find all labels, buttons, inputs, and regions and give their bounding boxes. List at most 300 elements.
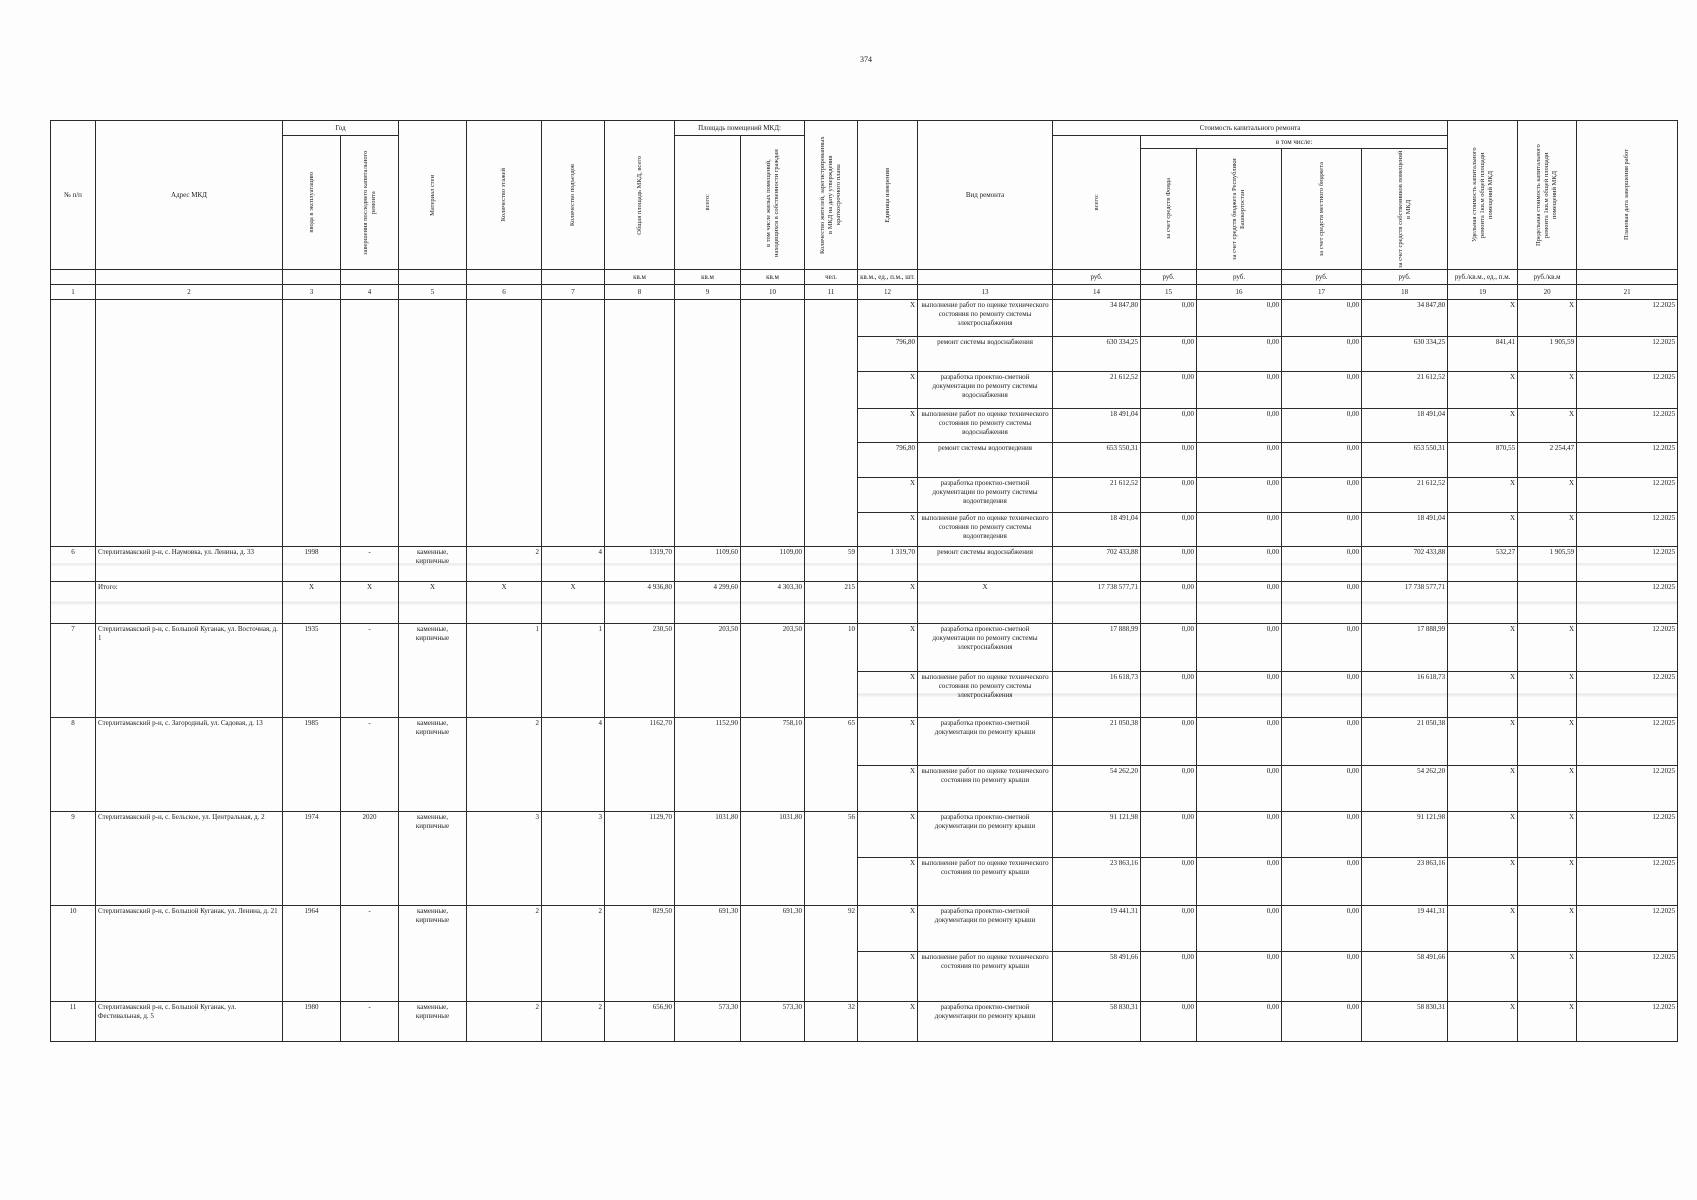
cell-cost-owners: 21 050,38 — [1362, 718, 1448, 766]
cell-entrances: X — [542, 582, 605, 624]
cell-cost-fund: 0,00 — [1141, 372, 1197, 409]
cell-max-cost — [1518, 582, 1577, 624]
cell-date: 12.2025 — [1577, 547, 1678, 582]
column-number: 6 — [467, 285, 542, 300]
cell-continued — [283, 300, 341, 547]
cell-cost-local: 0,00 — [1282, 300, 1362, 337]
cell-cost-local: 0,00 — [1282, 858, 1362, 906]
cell-cost-owners: 630 334,25 — [1362, 337, 1448, 372]
cell-quantity: X — [858, 672, 918, 718]
cell-cost-total: 630 334,25 — [1053, 337, 1141, 372]
cell-premises-total: 1031,80 — [675, 812, 741, 906]
cell-date: 12.2025 — [1577, 478, 1678, 513]
table-row — [51, 547, 1678, 582]
cell-quantity: X — [858, 478, 918, 513]
cell-repair-type: разработка проектно-сметной документации по ремонту крыши — [918, 718, 1053, 766]
cell-cost-local: 0,00 — [1282, 337, 1362, 372]
cell-cost-fund: 0,00 — [1141, 513, 1197, 547]
cell-repair-type: выполнение работ по оценке технического состояния по ремонту системы водоснабжения — [918, 409, 1053, 443]
header-material: Материал стен — [399, 121, 467, 270]
cell-cost-owners: 702 433,88 — [1362, 547, 1448, 582]
cell-repair-type: ремонт системы водоснабжения — [918, 337, 1053, 372]
column-number: 1 — [51, 285, 96, 300]
column-number: 17 — [1282, 285, 1362, 300]
cell-continued — [675, 300, 741, 547]
cell-quantity: 1 319,70 — [858, 547, 918, 582]
cell-date: 12.2025 — [1577, 952, 1678, 1002]
cell-cost-fund: 0,00 — [1141, 300, 1197, 337]
cell-total-area: 1319,70 — [605, 547, 675, 582]
cell-cost-republic: 0,00 — [1197, 952, 1282, 1002]
cell-max-cost: X — [1518, 672, 1577, 718]
cell-cost-republic: 0,00 — [1197, 409, 1282, 443]
cell-max-cost: X — [1518, 812, 1577, 858]
cell-cost-local: 0,00 — [1282, 624, 1362, 672]
cell-cost-owners: 91 121,98 — [1362, 812, 1448, 858]
cell-max-cost: X — [1518, 300, 1577, 337]
cell-max-cost: X — [1518, 624, 1577, 672]
cell-residents: 10 — [805, 624, 858, 718]
cell-unit-cost — [1448, 582, 1518, 624]
cell-date: 12.2025 — [1577, 858, 1678, 906]
header-fund: за счет средств Фонда — [1141, 149, 1197, 270]
column-numbers-row — [51, 285, 1678, 300]
cell-address: Стерлитамакский р-н, с. Наумовка, ул. Ленина, д. 33 — [96, 547, 283, 582]
cell-cost-owners: 21 612,52 — [1362, 478, 1448, 513]
cell-unit-cost: X — [1448, 858, 1518, 906]
cell-cost-republic: 0,00 — [1197, 337, 1282, 372]
cell-cost-total: 23 863,16 — [1053, 858, 1141, 906]
cell-repair-type: разработка проектно-сметной документации по ремонту системы водоотведения — [918, 478, 1053, 513]
cell-unit-cost: X — [1448, 952, 1518, 1002]
header-total-area: Общая площадь МКД, всего — [605, 121, 675, 270]
cell-cost-republic: 0,00 — [1197, 672, 1282, 718]
cell-quantity: X — [858, 624, 918, 672]
cell-max-cost: X — [1518, 372, 1577, 409]
cell-continued — [96, 300, 283, 547]
cell-cost-total: 18 491,04 — [1053, 513, 1141, 547]
cell-cost-fund: 0,00 — [1141, 478, 1197, 513]
cell-repair-type: выполнение работ по оценке технического состояния по ремонту крыши — [918, 952, 1053, 1002]
header-num: № п/п — [51, 121, 96, 270]
cell-residents: 56 — [805, 812, 858, 906]
cell-quantity: X — [858, 858, 918, 906]
cell-repair-type: ремонт системы водоснабжения — [918, 547, 1053, 582]
cell-cost-total: 653 550,31 — [1053, 443, 1141, 478]
cell-material: каменные, кирпичные — [399, 906, 467, 1002]
cell-premises-total: 1109,60 — [675, 547, 741, 582]
cell-cost-local: 0,00 — [1282, 372, 1362, 409]
cell-unit-cost: X — [1448, 766, 1518, 812]
cell-cost-total: 16 618,73 — [1053, 672, 1141, 718]
cell-year-last-repair: X — [341, 582, 399, 624]
cell-cost-total: 91 121,98 — [1053, 812, 1141, 858]
cell-continued — [542, 300, 605, 547]
cell-unit-cost: X — [1448, 624, 1518, 672]
cell-date: 12.2025 — [1577, 766, 1678, 812]
cell-cost-owners: 18 491,04 — [1362, 409, 1448, 443]
cell-cost-fund: 0,00 — [1141, 624, 1197, 672]
table-row — [51, 1002, 1678, 1042]
cell-address: Стерлитамакский р-н, с. Бельское, ул. Центральная, д. 2 — [96, 812, 283, 906]
cell-continued — [741, 300, 805, 547]
cell-year-commission: 1964 — [283, 906, 341, 1002]
cell-entrances: 2 — [542, 906, 605, 1002]
table-row — [51, 718, 1678, 766]
cell-max-cost: X — [1518, 858, 1577, 906]
header-floors: Количество этажей — [467, 121, 542, 270]
cell-residents: 32 — [805, 1002, 858, 1042]
cell-residents: 215 — [805, 582, 858, 624]
cell-total-area: 1162,70 — [605, 718, 675, 812]
cell-unit-cost: X — [1448, 672, 1518, 718]
table-row — [51, 906, 1678, 952]
column-number: 19 — [1448, 285, 1518, 300]
cell-year-commission: 1974 — [283, 812, 341, 906]
cell-floors: 2 — [467, 718, 542, 812]
column-number: 10 — [741, 285, 805, 300]
cell-date: 12.2025 — [1577, 443, 1678, 478]
cell-entrances: 1 — [542, 624, 605, 718]
cell-cost-owners: 54 262,20 — [1362, 766, 1448, 812]
cell-premises-total: 203,50 — [675, 624, 741, 718]
cell-cost-owners: 34 847,80 — [1362, 300, 1448, 337]
cell-max-cost: X — [1518, 766, 1577, 812]
cell-cost-local: 0,00 — [1282, 672, 1362, 718]
cell-date: 12.2025 — [1577, 582, 1678, 624]
cell-premises-total: 573,30 — [675, 1002, 741, 1042]
total-row — [51, 582, 1678, 624]
table-body — [51, 300, 1678, 1042]
cell-residents: 65 — [805, 718, 858, 812]
header-owners: за счет средств собственников помещений в МКД — [1362, 149, 1448, 270]
cell-residents: 59 — [805, 547, 858, 582]
column-number: 9 — [675, 285, 741, 300]
cell-year-last-repair: - — [341, 547, 399, 582]
cell-max-cost: X — [1518, 952, 1577, 1002]
cell-total-area: 829,50 — [605, 906, 675, 1002]
cell-cost-fund: 0,00 — [1141, 718, 1197, 766]
cell-floors: 3 — [467, 812, 542, 906]
cell-address: Стерлитамакский р-н, с. Загородный, ул. Садовая, д. 13 — [96, 718, 283, 812]
cell-cost-total: 21 050,38 — [1053, 718, 1141, 766]
cell-unit-cost: X — [1448, 478, 1518, 513]
cell-date: 12.2025 — [1577, 812, 1678, 858]
cell-cost-fund: 0,00 — [1141, 812, 1197, 858]
cell-premises-total: 4 299,60 — [675, 582, 741, 624]
cell-unit-cost: 532,27 — [1448, 547, 1518, 582]
cell-continued — [467, 300, 542, 547]
cell-quantity: X — [858, 300, 918, 337]
cell-repair-type: разработка проектно-сметной документации по ремонту системы электроснабжения — [918, 624, 1053, 672]
table-row — [51, 812, 1678, 858]
cell-year-commission: 1935 — [283, 624, 341, 718]
cell-cost-owners: 58 830,31 — [1362, 1002, 1448, 1042]
cell-date: 12.2025 — [1577, 906, 1678, 952]
cell-cost-fund: 0,00 — [1141, 906, 1197, 952]
cell-unit-cost: X — [1448, 300, 1518, 337]
cell-cost-republic: 0,00 — [1197, 443, 1282, 478]
header-republic: за счет средств бюджета Республики Башкортостан — [1197, 149, 1282, 270]
cell-unit-cost: X — [1448, 372, 1518, 409]
cell-premises-fee: 691,30 — [741, 906, 805, 1002]
cell-num: 10 — [51, 906, 96, 1002]
column-number: 13 — [918, 285, 1053, 300]
cell-repair-type: разработка проектно-сметной документации по ремонту крыши — [918, 906, 1053, 952]
cell-date: 12.2025 — [1577, 672, 1678, 718]
header-entrances: Количество подъездов — [542, 121, 605, 270]
cell-quantity: X — [858, 513, 918, 547]
cell-num: 7 — [51, 624, 96, 718]
header-including: в том числе: — [1141, 136, 1448, 149]
header-premises-fee: в том числе жилых помещений, находящихся в собственности граждан — [741, 136, 805, 270]
cell-cost-owners: 58 491,66 — [1362, 952, 1448, 1002]
cell-cost-republic: 0,00 — [1197, 624, 1282, 672]
cell-cost-owners: 653 550,31 — [1362, 443, 1448, 478]
cell-floors: X — [467, 582, 542, 624]
cell-cost-local: 0,00 — [1282, 582, 1362, 624]
cell-repair-type: ремонт системы водоотведения — [918, 443, 1053, 478]
cell-date: 12.2025 — [1577, 1002, 1678, 1042]
cell-entrances: 4 — [542, 718, 605, 812]
cell-floors: 2 — [467, 906, 542, 1002]
cell-cost-total: 21 612,52 — [1053, 372, 1141, 409]
cell-date: 12.2025 — [1577, 372, 1678, 409]
cell-repair-type: выполнение работ по оценке технического состояния по ремонту системы электроснабжения — [918, 300, 1053, 337]
cell-cost-republic: 0,00 — [1197, 812, 1282, 858]
cell-max-cost: X — [1518, 513, 1577, 547]
cell-premises-total: 691,30 — [675, 906, 741, 1002]
cell-year-last-repair: - — [341, 624, 399, 718]
cell-cost-fund: 0,00 — [1141, 766, 1197, 812]
cell-unit-cost: 841,41 — [1448, 337, 1518, 372]
cell-cost-total: 54 262,20 — [1053, 766, 1141, 812]
table-row — [51, 624, 1678, 672]
cell-material: каменные, кирпичные — [399, 1002, 467, 1042]
cell-total-area: 4 936,80 — [605, 582, 675, 624]
cell-unit-cost: X — [1448, 409, 1518, 443]
header-unit: Единица измерения — [858, 121, 918, 270]
cell-year-last-repair: - — [341, 906, 399, 1002]
header-repair-type: Вид ремонта — [918, 121, 1053, 270]
cell-premises-fee: 1109,00 — [741, 547, 805, 582]
cell-repair-type: выполнение работ по оценке технического состояния по ремонту крыши — [918, 766, 1053, 812]
column-number: 2 — [96, 285, 283, 300]
cell-cost-owners: 23 863,16 — [1362, 858, 1448, 906]
cell-max-cost: X — [1518, 478, 1577, 513]
cell-cost-owners: 16 618,73 — [1362, 672, 1448, 718]
cell-date: 12.2025 — [1577, 409, 1678, 443]
column-number: 21 — [1577, 285, 1678, 300]
cell-total-label: Итого: — [96, 582, 283, 624]
cell-quantity: X — [858, 409, 918, 443]
header-date: Плановая дата завершения работ — [1577, 121, 1678, 270]
cell-cost-total: 19 441,31 — [1053, 906, 1141, 952]
cell-cost-republic: 0,00 — [1197, 766, 1282, 812]
cell-date: 12.2025 — [1577, 513, 1678, 547]
cell-year-last-repair: 2020 — [341, 812, 399, 906]
column-number: 11 — [805, 285, 858, 300]
cell-date: 12.2025 — [1577, 624, 1678, 672]
cell-num: 9 — [51, 812, 96, 906]
cell-year-last-repair: - — [341, 1002, 399, 1042]
cell-quantity: X — [858, 952, 918, 1002]
cell-premises-fee: 4 303,30 — [741, 582, 805, 624]
header-cost-total: всего: — [1053, 136, 1141, 270]
cell-num: 6 — [51, 547, 96, 582]
cell-quantity: X — [858, 766, 918, 812]
cell-continued — [341, 300, 399, 547]
cell-unit-cost: 870,55 — [1448, 443, 1518, 478]
cell-quantity: X — [858, 1002, 918, 1042]
cell-continued — [605, 300, 675, 547]
cell-cost-total: 58 830,31 — [1053, 1002, 1141, 1042]
column-number: 12 — [858, 285, 918, 300]
cell-quantity: X — [858, 582, 918, 624]
cell-material: каменные, кирпичные — [399, 718, 467, 812]
cell-cost-local: 0,00 — [1282, 952, 1362, 1002]
cell-quantity: X — [858, 906, 918, 952]
cell-repair-type: выполнение работ по оценке технического состояния по ремонту крыши — [918, 858, 1053, 906]
cell-repair-type: выполнение работ по оценке технического состояния по ремонту системы водоотведения — [918, 513, 1053, 547]
cell-cost-total: 17 738 577,71 — [1053, 582, 1141, 624]
cell-material: каменные, кирпичные — [399, 624, 467, 718]
cell-repair-type: X — [918, 582, 1053, 624]
cell-max-cost: X — [1518, 409, 1577, 443]
cell-unit-cost: X — [1448, 812, 1518, 858]
cell-address: Стерлитамакский р-н, с. Большой Куганак, ул. Восточная, д. 1 — [96, 624, 283, 718]
cell-cost-fund: 0,00 — [1141, 547, 1197, 582]
cell-cost-owners: 21 612,52 — [1362, 372, 1448, 409]
cell-year-commission: 1998 — [283, 547, 341, 582]
column-number: 16 — [1197, 285, 1282, 300]
cell-repair-type: разработка проектно-сметной документации по ремонту крыши — [918, 1002, 1053, 1042]
cell-total-area: 1129,70 — [605, 812, 675, 906]
cell-premises-fee: 1031,80 — [741, 812, 805, 906]
header-premises-area: Площадь помещений МКД: — [675, 121, 805, 136]
cell-date: 12.2025 — [1577, 718, 1678, 766]
page-number: 374 — [860, 55, 872, 64]
header-year-commission: ввода в эксплуатацию — [283, 136, 341, 270]
cell-unit-cost: X — [1448, 1002, 1518, 1042]
cell-cost-local: 0,00 — [1282, 513, 1362, 547]
column-number: 8 — [605, 285, 675, 300]
column-number: 18 — [1362, 285, 1448, 300]
column-number: 15 — [1141, 285, 1197, 300]
cell-premises-fee: 203,50 — [741, 624, 805, 718]
column-number: 4 — [341, 285, 399, 300]
cell-max-cost: 1 905,59 — [1518, 547, 1577, 582]
cell-quantity: X — [858, 718, 918, 766]
cell-continued — [805, 300, 858, 547]
column-number: 14 — [1053, 285, 1141, 300]
header-residents: Количество жителей, зарегистрированных в МКД на дату утверждения краткосрочного плана — [805, 121, 858, 270]
header-year-last-repair: завершения последнего капитального ремонта — [341, 136, 399, 270]
table-header — [51, 121, 1678, 300]
units-row: кв.м кв.м кв.м чел. кв.м., ед., п.м., шт. руб. руб. руб. руб. руб. руб./кв.м., ед., п.м. руб./кв.м — [51, 270, 1678, 285]
cell-cost-fund: 0,00 — [1141, 1002, 1197, 1042]
cell-cost-local: 0,00 — [1282, 409, 1362, 443]
cell-material: каменные, кирпичные — [399, 547, 467, 582]
cell-entrances: 4 — [542, 547, 605, 582]
cell-max-cost: X — [1518, 1002, 1577, 1042]
cell-residents: 92 — [805, 906, 858, 1002]
cell-entrances: 2 — [542, 1002, 605, 1042]
cell-quantity: X — [858, 372, 918, 409]
column-number: 7 — [542, 285, 605, 300]
header-max-cost: Предельная стоимость капитального ремонта 1кв.м общей площади помещений МКД — [1518, 121, 1577, 270]
column-number: 5 — [399, 285, 467, 300]
cell-premises-fee: 573,30 — [741, 1002, 805, 1042]
cell-quantity: X — [858, 812, 918, 858]
cell-cost-republic: 0,00 — [1197, 300, 1282, 337]
cell-continued — [51, 300, 96, 547]
cell-premises-fee: 758,10 — [741, 718, 805, 812]
cell-cost-owners: 17 888,99 — [1362, 624, 1448, 672]
header-address: Адрес МКД — [96, 121, 283, 270]
cell-cost-owners: 17 738 577,71 — [1362, 582, 1448, 624]
cell-year-commission: X — [283, 582, 341, 624]
header-premises-total: всего: — [675, 136, 741, 270]
cell-cost-local: 0,00 — [1282, 718, 1362, 766]
cell-cost-local: 0,00 — [1282, 547, 1362, 582]
cell-cost-republic: 0,00 — [1197, 582, 1282, 624]
cell-cost-total: 17 888,99 — [1053, 624, 1141, 672]
cell-total-area: 656,90 — [605, 1002, 675, 1042]
header-unit-cost: Удельная стоимость капитального ремонта 1кв.м общей площади помещений МКД — [1448, 121, 1518, 270]
cell-unit-cost: X — [1448, 513, 1518, 547]
cell-unit-cost: X — [1448, 718, 1518, 766]
cell-total-area: 230,50 — [605, 624, 675, 718]
cell-date: 12.2025 — [1577, 300, 1678, 337]
cell-cost-local: 0,00 — [1282, 812, 1362, 858]
cell-cost-fund: 0,00 — [1141, 337, 1197, 372]
cell-floors: 2 — [467, 1002, 542, 1042]
cell-cost-republic: 0,00 — [1197, 1002, 1282, 1042]
cell-cost-fund: 0,00 — [1141, 952, 1197, 1002]
header-local: за счет средств местного бюджета — [1282, 149, 1362, 270]
cell-year-commission: 1980 — [283, 1002, 341, 1042]
cell-premises-total: 1152,90 — [675, 718, 741, 812]
cell-cost-fund: 0,00 — [1141, 672, 1197, 718]
cell-cost-republic: 0,00 — [1197, 478, 1282, 513]
column-number: 20 — [1518, 285, 1577, 300]
cell-quantity: 796,80 — [858, 337, 918, 372]
cell-continued — [399, 300, 467, 547]
cell-cost-republic: 0,00 — [1197, 718, 1282, 766]
cell-material: каменные, кирпичные — [399, 812, 467, 906]
cell-max-cost: 2 254,47 — [1518, 443, 1577, 478]
cell-cost-local: 0,00 — [1282, 906, 1362, 952]
cell-year-commission: 1985 — [283, 718, 341, 812]
cell-cost-republic: 0,00 — [1197, 372, 1282, 409]
cell-max-cost: 1 905,59 — [1518, 337, 1577, 372]
cell-unit-cost: X — [1448, 906, 1518, 952]
cell-repair-type: разработка проектно-сметной документации по ремонту крыши — [918, 812, 1053, 858]
cell-repair-type: разработка проектно-сметной документации по ремонту системы водоснабжения — [918, 372, 1053, 409]
cell-num: 8 — [51, 718, 96, 812]
cell-cost-fund: 0,00 — [1141, 858, 1197, 906]
cell-cost-republic: 0,00 — [1197, 858, 1282, 906]
cell-cost-local: 0,00 — [1282, 766, 1362, 812]
table-row — [51, 300, 1678, 337]
cell-cost-republic: 0,00 — [1197, 547, 1282, 582]
cell-address: Стерлитамакский р-н, с. Большой Куганак, ул. Фестивальная, д. 5 — [96, 1002, 283, 1042]
cell-cost-republic: 0,00 — [1197, 513, 1282, 547]
cell-entrances: 3 — [542, 812, 605, 906]
header-cost: Стоимость капитального ремонта — [1053, 121, 1448, 136]
cell-quantity: 796,80 — [858, 443, 918, 478]
